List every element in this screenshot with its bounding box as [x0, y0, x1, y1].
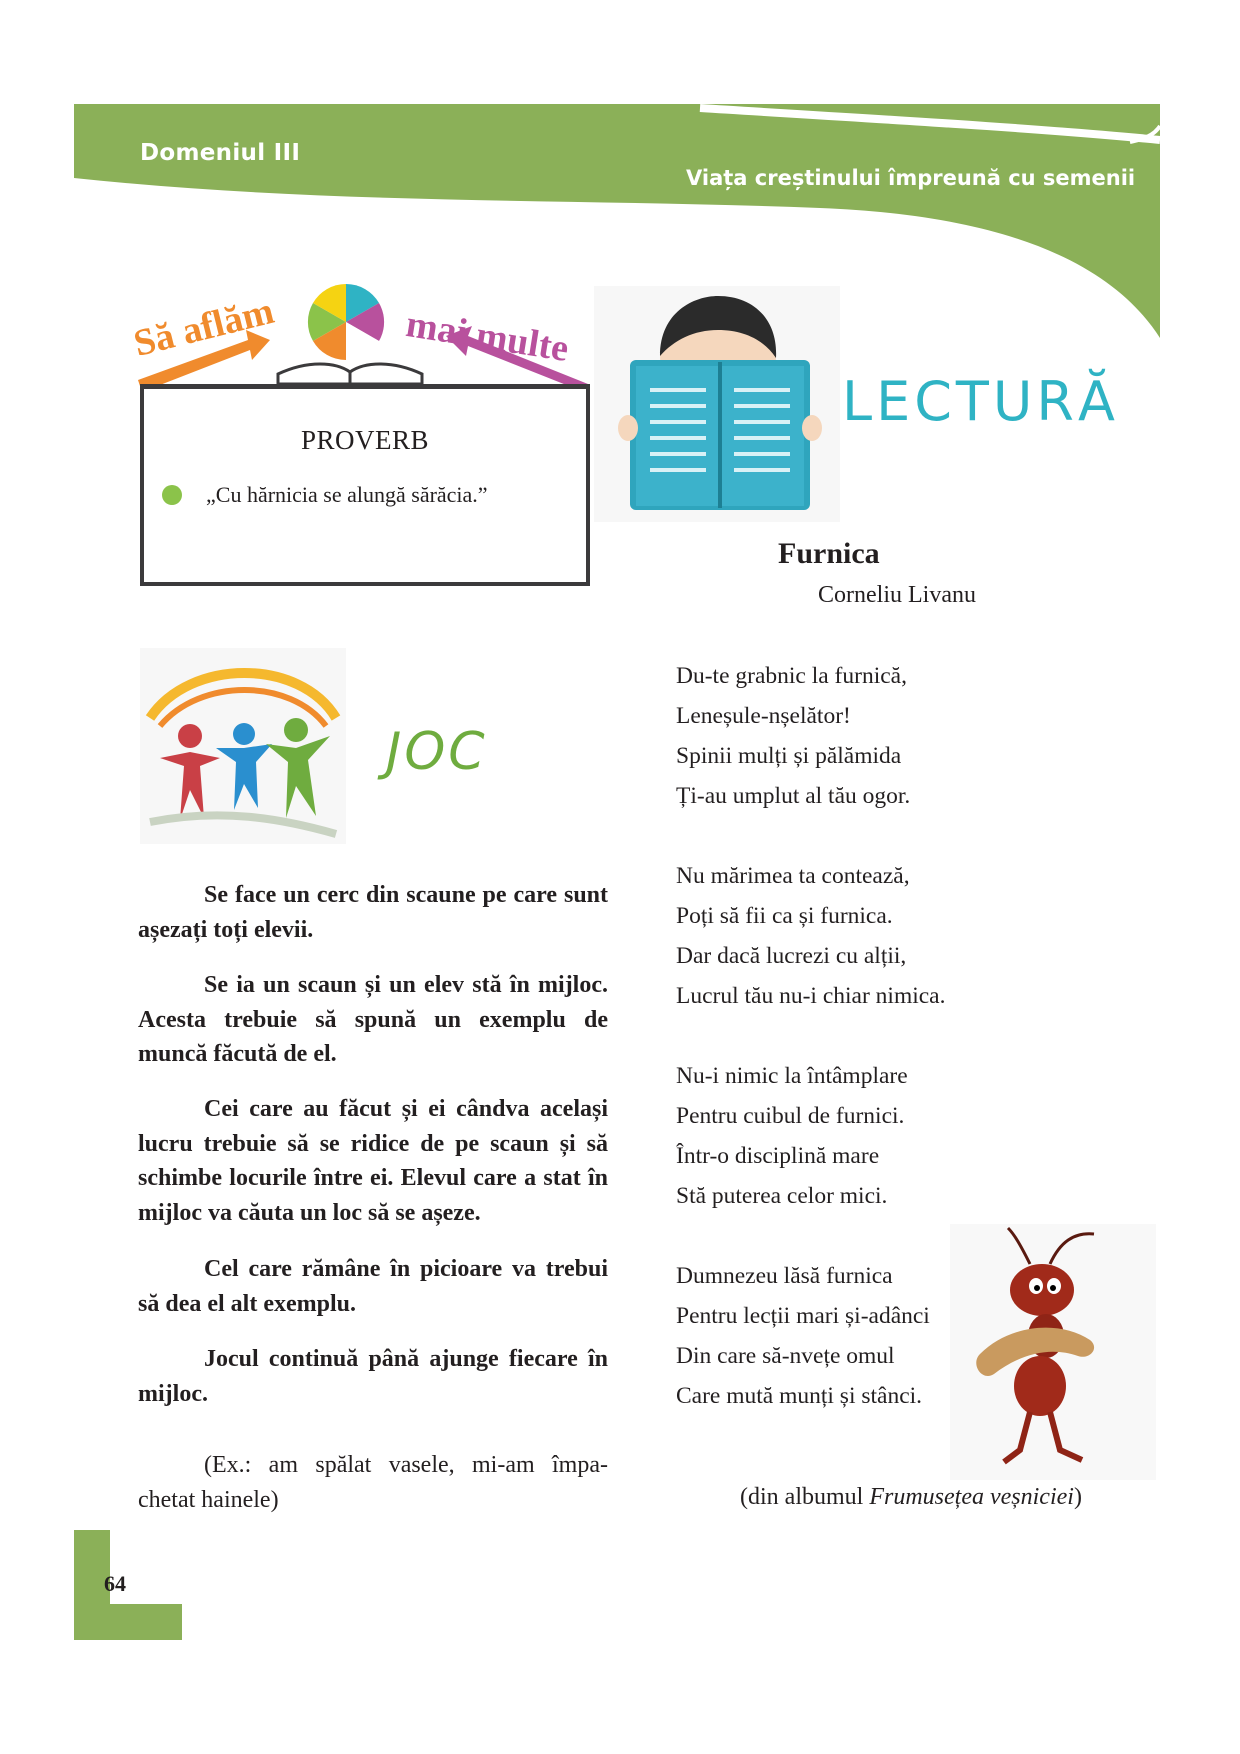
- poem-stanza: [676, 856, 1096, 1016]
- poem-line: Pentru cuibul de furnici.: [676, 1103, 905, 1129]
- poem-line: Nu-i nimic la întâmplare: [676, 1063, 908, 1089]
- lectura-title: LECTURĂ: [842, 370, 1119, 433]
- poem-source-suffix: ): [1073, 1484, 1082, 1510]
- poem-line: Lucrul tău nu-i chiar nimica.: [676, 983, 946, 1009]
- game-instruction-text: Cei care au făcut și ei cândva același lucru trebuie să se ridice de pe scaun și să schimbe locurile între ei. Elevul care a stat în mijloc va căuta un loc să se așeze.: [138, 1096, 608, 1226]
- children-playing-icon: [140, 648, 346, 844]
- game-instruction-text: Se face un cerc din scaune pe care sunt așezați toți elevii.: [138, 882, 608, 943]
- poem-line: Care mută munți și stânci.: [676, 1383, 923, 1409]
- game-instruction: [138, 1252, 608, 1321]
- game-instruction-text: Jocul continuă până ajunge fiecare în mijloc.: [138, 1346, 608, 1407]
- game-instruction-text: Cel care rămâne în picioare va trebui să dea el alt exemplu.: [138, 1256, 608, 1317]
- domain-label: Domeniul III: [140, 140, 301, 166]
- game-instruction-text: Se ia un scaun și un elev stă în mijloc. Acesta trebuie să spună un exemplu de muncă făcută de el.: [138, 972, 608, 1067]
- poem-stanza: [676, 656, 1096, 816]
- game-instruction: [138, 1342, 608, 1411]
- ant-illustration: [950, 1224, 1156, 1480]
- reader-illustration: [594, 286, 840, 522]
- bullet-icon: [162, 485, 182, 505]
- poem-line: Într-o disciplină mare: [676, 1143, 880, 1169]
- poem-source-title: Frumusețea veșniciei: [869, 1484, 1074, 1510]
- game-instruction: [138, 968, 608, 1072]
- game-example-text: (Ex.: am spălat vasele, mi-am împa-chetat hainele): [138, 1452, 608, 1513]
- page-corner-graphic: [74, 1530, 184, 1640]
- game-example: [138, 1448, 608, 1517]
- reading-boy-icon: [594, 286, 840, 522]
- header-subtitle: Viața creștinului împreună cu semenii: [686, 166, 1136, 190]
- proverb-title: PROVERB: [300, 425, 430, 455]
- poem-line: Dumnezeu lăsă furnica: [676, 1263, 893, 1289]
- page-number: 64: [104, 1571, 126, 1596]
- game-illustration: [140, 648, 346, 844]
- poem-line: Poți să fii ca și furnica.: [676, 903, 893, 929]
- poem-author: Corneliu Livanu: [818, 582, 976, 608]
- poem-line: Din care să-nvețe omul: [676, 1343, 895, 1369]
- poem-line: Ți-au umplut al tău ogor.: [676, 783, 911, 809]
- poem-line: Stă puterea celor mici.: [676, 1183, 888, 1209]
- poem-line: Nu mărimea ta contează,: [676, 863, 910, 889]
- poem-source-prefix: (din albumul: [740, 1484, 870, 1510]
- poem-title: Furnica: [778, 537, 880, 570]
- game-instruction: [138, 1092, 608, 1230]
- learn-banner-right-text: mai multe: [403, 302, 572, 371]
- game-instruction: [138, 878, 608, 947]
- poem-line: Du-te grabnic la furnică,: [676, 663, 907, 689]
- learn-banner-left-text: Să aflăm: [129, 289, 279, 366]
- proverb-box: [140, 384, 590, 586]
- poem-line: Dar dacă lucrezi cu alții,: [676, 943, 907, 969]
- poem-source: [740, 1484, 1082, 1511]
- poem-line: Spinii mulți și pălămida: [676, 743, 902, 769]
- proverb-text: „Cu hărnicia se alungă sărăcia.”: [206, 482, 488, 507]
- poem-line: Pentru lecții mari și-adânci: [676, 1303, 930, 1329]
- joc-title: JOC: [386, 722, 488, 782]
- poem-line: Leneșule-nșelător!: [676, 703, 851, 729]
- ant-icon: [950, 1224, 1156, 1480]
- poem-stanza: [676, 1056, 1096, 1216]
